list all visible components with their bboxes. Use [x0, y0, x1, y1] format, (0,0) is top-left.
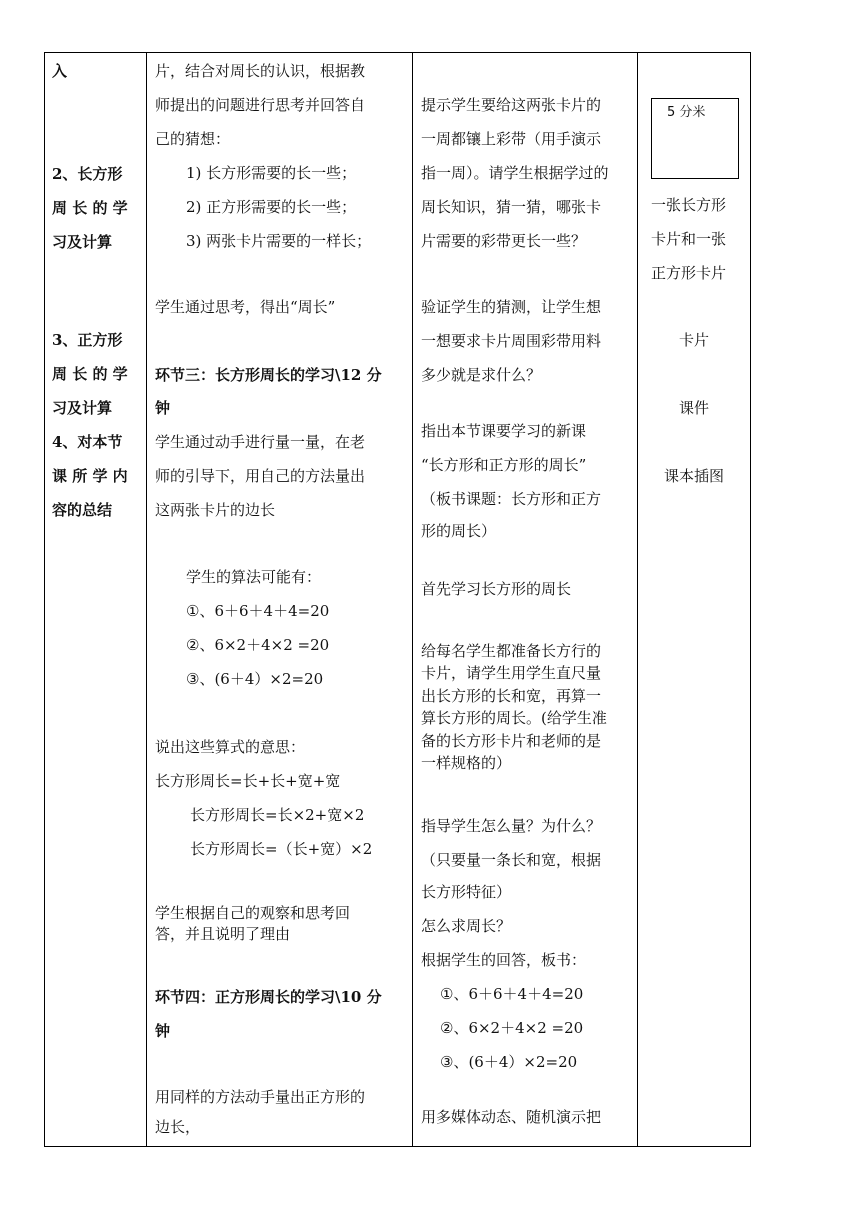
guess-option: 2) 正方形需要的长一些；	[186, 198, 357, 216]
student-text: 己的猜想：	[155, 130, 231, 148]
teacher-text: 首先学习长方形的周长	[421, 580, 572, 598]
table-border-left	[44, 52, 45, 1147]
student-text: 师的引导下，用自己的方法量出	[155, 467, 366, 485]
teacher-text: “长方形和正方形的周长”	[421, 456, 587, 474]
teacher-text: 指导学生怎么量？为什么？	[421, 817, 602, 835]
teacher-text: 一周都镶上彩带（用手演示	[421, 130, 602, 148]
teacher-text: 一想要求卡片周围彩带用料	[421, 332, 602, 350]
teacher-text: 周长知识，猜一猜，哪张卡	[421, 198, 602, 216]
teacher-text: （板书课题：长方形和正方	[421, 490, 602, 508]
materials-text: 课件	[678, 399, 709, 417]
section-3-title: 周 长 的 学	[52, 365, 128, 383]
formula-line: ②、6×2＋4×2 =20	[186, 636, 330, 654]
section-2-title: 习及计算	[52, 233, 113, 251]
teacher-text: 怎么求周长？	[421, 917, 512, 935]
teacher-text: 用多媒体动态、随机演示把	[421, 1108, 602, 1126]
formula-line: ③、(6＋4）×2=20	[186, 670, 324, 688]
student-text: 片，结合对周长的认识，根据教	[155, 62, 366, 80]
section-4-title: 课 所 学 内	[52, 467, 128, 485]
materials-text: 一张长方形	[651, 196, 727, 214]
student-text: 师提出的问题进行思考并回答自	[155, 96, 366, 114]
teacher-text: 指一周）。请学生根据学过的	[421, 164, 609, 182]
student-text: 用同样的方法动手量出正方形的	[155, 1088, 366, 1106]
formula-line: ①、6＋6＋4＋4=20	[440, 985, 584, 1003]
stage-3-heading: 环节三：长方形周长的学习\12 分	[155, 366, 382, 384]
student-text: 这两张卡片的边长	[155, 501, 276, 519]
student-text: 学生通过思考，得出“周长”	[155, 298, 336, 316]
teacher-text: 长方形特征）	[421, 883, 512, 901]
guess-option: 3) 两张卡片需要的一样长；	[186, 232, 372, 250]
student-text: 边长，	[155, 1118, 201, 1136]
stage-4-heading: 环节四：正方形周长的学习\10 分	[155, 988, 382, 1006]
materials-text: 卡片和一张	[651, 230, 727, 248]
section-4-title: 容的总结	[52, 501, 113, 519]
formula-line: 长方形周长=长+长+宽+宽	[155, 772, 341, 790]
teacher-text: 多少就是求什么？	[421, 366, 542, 384]
teacher-text: 给每名学生都准备长方行的	[421, 642, 602, 660]
table-divider-2	[412, 52, 413, 1147]
formula-line: 长方形周长=长×2+宽×2	[190, 806, 365, 824]
stage-4-heading: 钟	[155, 1022, 171, 1040]
section-2-title: 2、长方形	[52, 165, 123, 183]
section-3-title: 习及计算	[52, 399, 113, 417]
student-text: 说出这些算式的意思：	[155, 738, 306, 756]
formula-line: 长方形周长=（长+宽）×2	[190, 840, 373, 858]
teacher-text: 指出本节课要学习的新课	[421, 422, 587, 440]
teacher-text: 片需要的彩带更长一些？	[421, 232, 587, 250]
teacher-text: 卡片，请学生用学生直尺量	[421, 664, 602, 682]
stage-3-heading: 钟	[155, 399, 171, 417]
teacher-text: 出长方形的长和宽，再算一	[421, 687, 602, 705]
materials-text: 正方形卡片	[651, 264, 727, 282]
table-border-bottom	[44, 1146, 751, 1147]
student-text: 答，并且说明了理由	[155, 925, 291, 943]
teacher-text: 形的周长）	[421, 522, 497, 540]
teacher-text: 提示学生要给这两张卡片的	[421, 96, 602, 114]
teacher-text: 验证学生的猜测，让学生想	[421, 298, 602, 316]
teacher-text: （只要量一条长和宽，根据	[421, 851, 602, 869]
student-text: 学生根据自己的观察和思考回	[155, 904, 351, 922]
section-2-title: 周 长 的 学	[52, 199, 128, 217]
teacher-text: 一样规格的）	[421, 754, 512, 772]
materials-text: 课本插图	[663, 467, 724, 485]
teacher-text: 备的长方形卡片和老师的是	[421, 732, 602, 750]
student-text: 学生的算法可能有：	[186, 568, 322, 586]
formula-line: ②、6×2＋4×2 =20	[440, 1019, 584, 1037]
table-divider-3	[637, 52, 638, 1147]
guess-option: 1) 长方形需要的长一些；	[186, 164, 357, 182]
section-intro-tail: 入	[52, 62, 68, 80]
teacher-text: 算长方形的周长。(给学生准	[421, 709, 607, 727]
table-border-right	[750, 52, 751, 1147]
student-text: 学生通过动手进行量一量，在老	[155, 433, 366, 451]
square-side-label: 5 分米	[667, 105, 706, 120]
table-divider-1	[146, 52, 147, 1147]
section-4-title: 4、对本节	[52, 433, 123, 451]
section-3-title: 3、正方形	[52, 331, 123, 349]
table-border-top	[44, 52, 751, 53]
formula-line: ③、(6＋4）×2=20	[440, 1053, 578, 1071]
materials-text: 卡片	[678, 331, 709, 349]
teacher-text: 根据学生的回答，板书：	[421, 951, 587, 969]
formula-line: ①、6＋6＋4＋4=20	[186, 602, 330, 620]
